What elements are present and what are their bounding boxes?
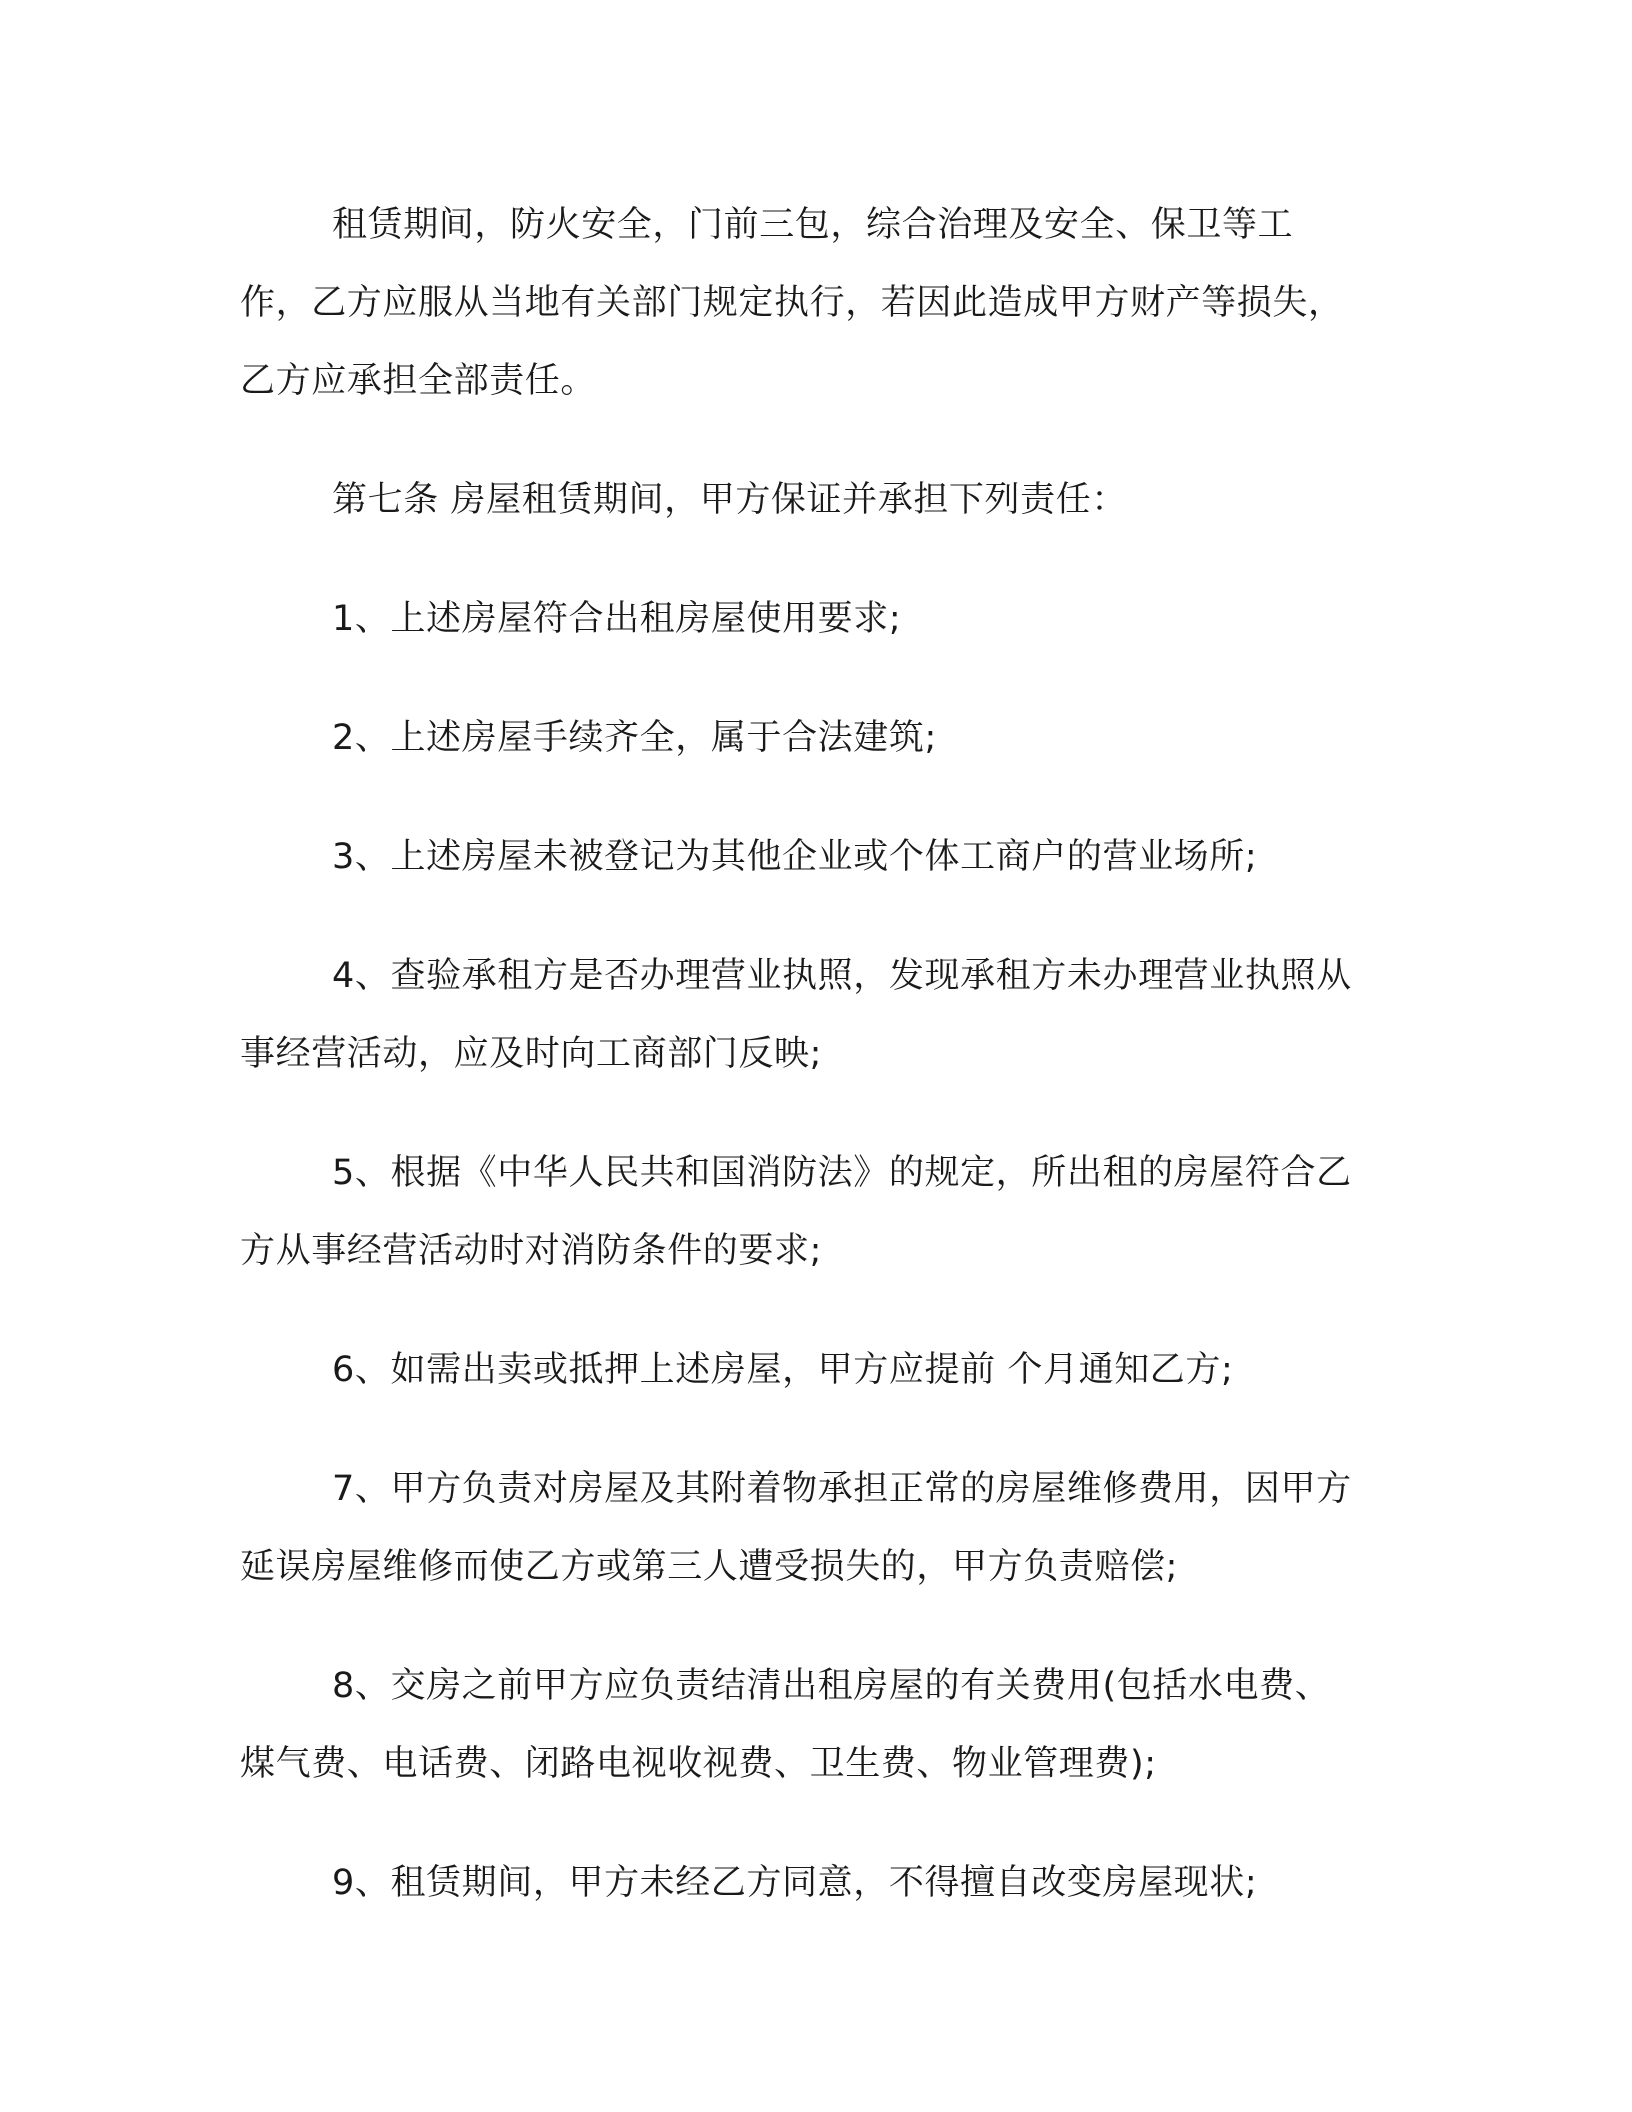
paragraph-fire-safety: 租赁期间，防火安全，门前三包，综合治理及安全、保卫等工作，乙方应服从当地有关部门规定执行，若因此造成甲方财产等损失，乙方应承担全部责任。 (240, 205, 1344, 401)
paragraph-item-5: 5、根据《中华人民共和国消防法》的规定，所出租的房屋符合乙方从事经营活动时对消防条件的要求; (240, 1153, 1352, 1271)
paragraph-item-8: 8、交房之前甲方应负责结清出租房屋的有关费用(包括水电费、煤气费、电话费、闭路电视收视费、卫生费、物业管理费); (240, 1666, 1331, 1784)
paragraph-item-1: 1、上述房屋符合出租房屋使用要求; (332, 599, 902, 639)
paragraph-item-9: 9、租赁期间，甲方未经乙方同意，不得擅自改变房屋现状; (332, 1863, 1258, 1903)
paragraph-article-7-heading: 第七条 房屋租赁期间，甲方保证并承担下列责任： (332, 480, 1127, 520)
paragraph-item-3: 3、上述房屋未被登记为其他企业或个体工商户的营业场所; (332, 837, 1258, 877)
paragraph-item-7: 7、甲方负责对房屋及其附着物承担正常的房屋维修费用，因甲方延误房屋维修而使乙方或第三人遭受损失的，甲方负责赔偿; (240, 1469, 1352, 1587)
paragraph-item-6: 6、如需出卖或抵押上述房屋，甲方应提前 个月通知乙方; (332, 1350, 1234, 1390)
document-body (240, 186, 1358, 1963)
paragraph-item-2: 2、上述房屋手续齐全，属于合法建筑; (332, 718, 937, 758)
paragraph-item-4: 4、查验承租方是否办理营业执照，发现承租方未办理营业执照从事经营活动，应及时向工商部门反映; (240, 956, 1352, 1074)
